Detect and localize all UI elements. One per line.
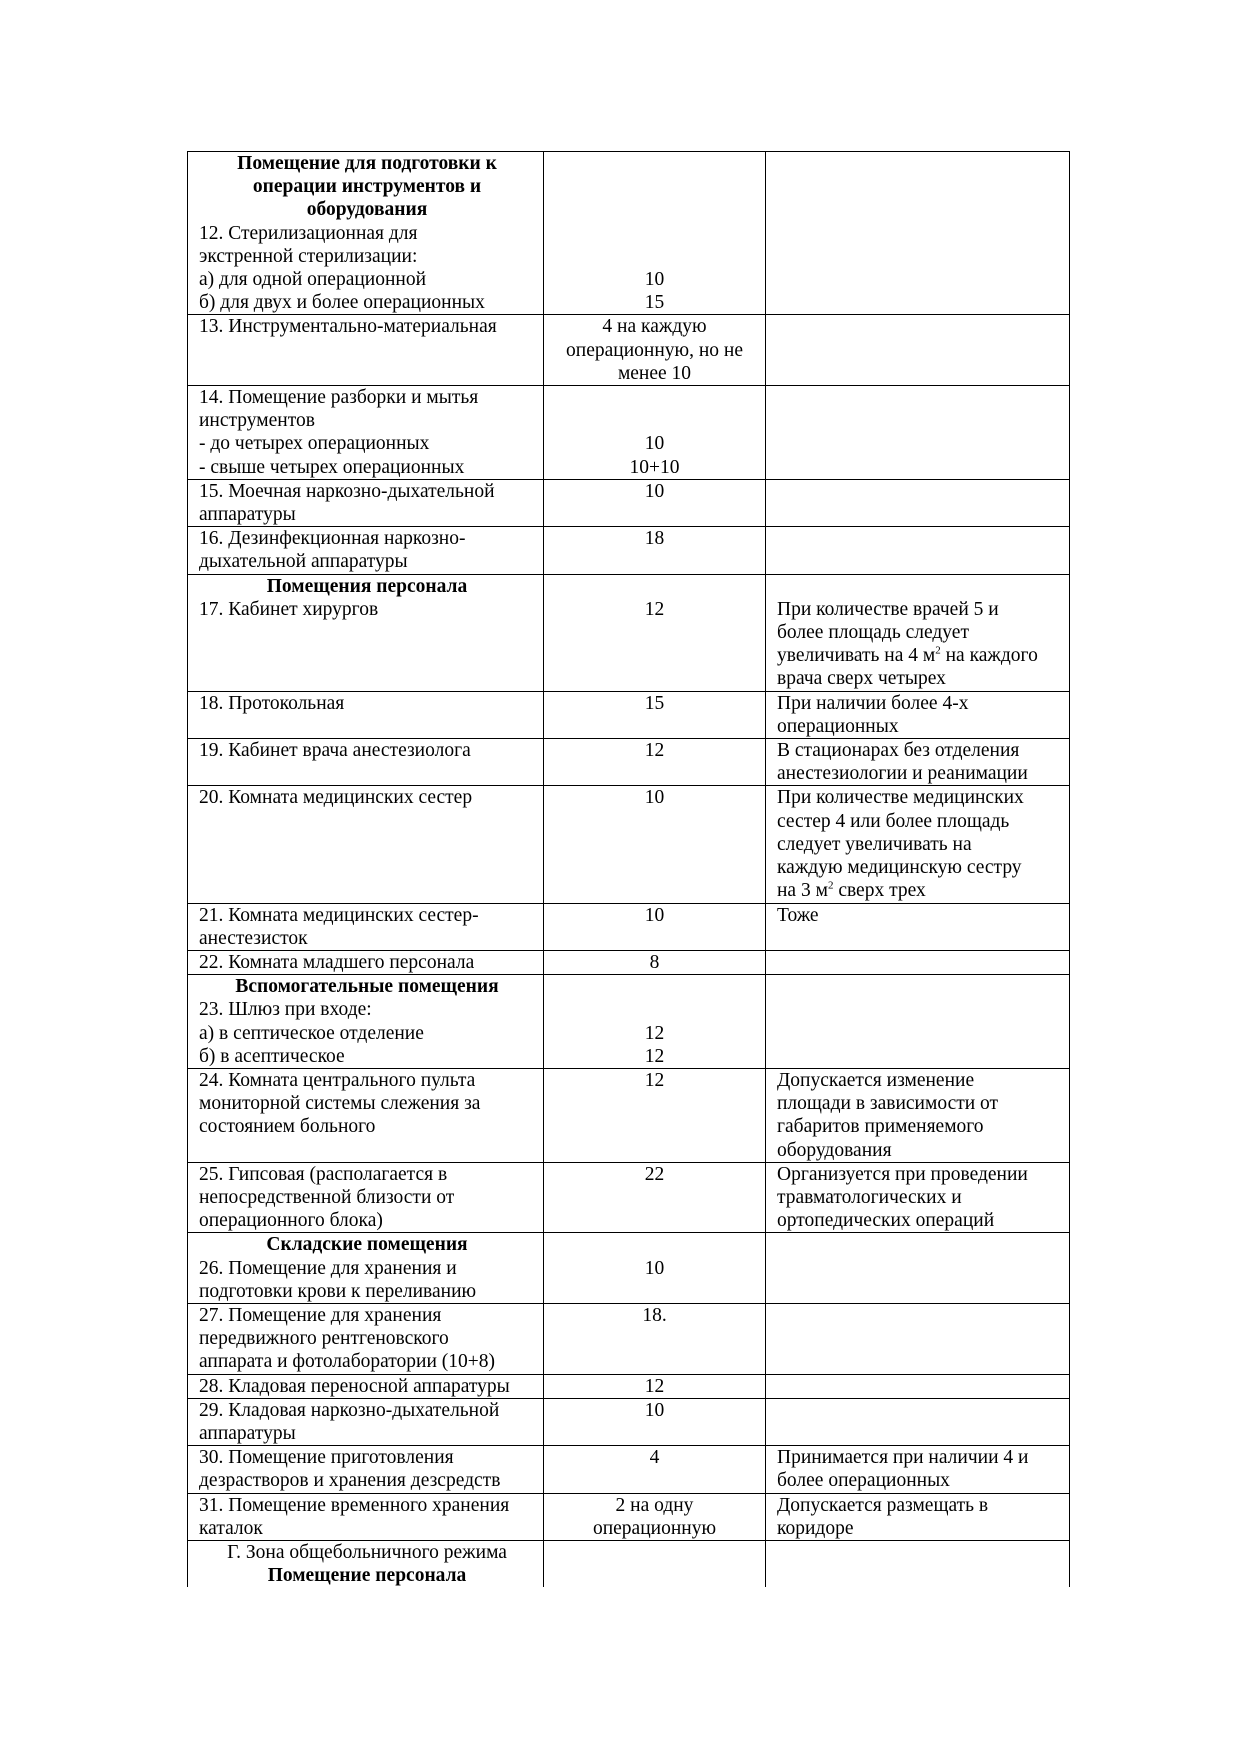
note-line: В стационарах без отделения — [777, 740, 1020, 762]
note-line: Принимается при наличии 4 и — [777, 1447, 1029, 1469]
note-cell — [766, 1068, 1070, 1162]
area-cell — [544, 950, 766, 974]
area-value — [550, 998, 759, 1021]
note-line: ортопедических операций — [777, 1210, 995, 1232]
room-name-line: б) в асептическое — [199, 1045, 345, 1067]
room-name-line: 19. Кабинет врача анестезиолога — [199, 740, 471, 762]
note-cell — [766, 1540, 1070, 1587]
note-line: габаритов применяемого — [777, 1116, 984, 1138]
area-cell — [544, 1398, 766, 1445]
note-line: следует увеличивать на — [777, 833, 972, 855]
room-name-line: 16. Дезинфекционная наркозно- — [199, 528, 466, 550]
note-cell — [766, 1493, 1070, 1540]
room-name-line: 21. Комната медицинских сестер- — [199, 904, 479, 926]
area-value: 10+10 — [629, 456, 680, 478]
area-cell — [544, 903, 766, 950]
area-cell — [544, 691, 766, 738]
room-name-line: состоянием больного — [199, 1116, 376, 1138]
area-value: 8 — [649, 951, 660, 973]
note-line: При количестве врачей 5 и — [777, 598, 999, 620]
area-value: 12 — [644, 1022, 665, 1044]
area-value: 12 — [644, 598, 665, 620]
table-row — [188, 1303, 1070, 1374]
note-cell — [766, 691, 1070, 738]
note-line: оборудования — [777, 1139, 892, 1161]
note-line: сестер 4 или более площадь — [777, 810, 1010, 832]
area-cell — [544, 739, 766, 786]
area-cell — [544, 1068, 766, 1162]
room-name-cell — [188, 1233, 544, 1304]
room-name-line: передвижного рентгеновского — [199, 1328, 449, 1350]
area-value: 15 — [644, 692, 665, 714]
room-name-line: 24. Комната центрального пульта — [199, 1069, 476, 1091]
note-cell — [766, 739, 1070, 786]
area-value: 4 — [649, 1447, 660, 1469]
table-row — [188, 1068, 1070, 1162]
room-name-line: подготовки крови к переливанию — [199, 1280, 477, 1302]
area-value: 10 — [644, 433, 665, 455]
room-name-line: аппарата и фотолаборатории (10+8) — [199, 1351, 496, 1373]
room-name-line: экстренной стерилизации: — [199, 245, 418, 267]
section-heading: Складские помещения — [266, 1234, 468, 1256]
area-cell — [544, 1162, 766, 1233]
room-name-line: 27. Помещение для хранения — [199, 1304, 442, 1326]
area-value: 10 — [644, 904, 665, 926]
room-name-cell — [188, 1446, 544, 1493]
room-name-line: аппаратуры — [199, 504, 296, 526]
room-name-cell — [188, 739, 544, 786]
table-row — [188, 527, 1070, 574]
area-cell — [544, 1446, 766, 1493]
table-row — [188, 315, 1070, 386]
room-name-line: а) в септическое отделение — [199, 1022, 424, 1044]
area-cell — [544, 1233, 766, 1304]
area-cell — [544, 152, 766, 315]
note-line: травматологических и — [777, 1186, 962, 1208]
area-value: 10 — [644, 480, 665, 502]
area-value: 18 — [644, 528, 665, 550]
room-name-cell — [188, 1493, 544, 1540]
area-cell — [544, 527, 766, 574]
note-cell — [766, 527, 1070, 574]
note-cell — [766, 975, 1070, 1069]
room-name-cell — [188, 479, 544, 526]
premises-area-table — [187, 151, 1070, 1587]
table-row — [188, 386, 1070, 480]
area-value: 10 — [644, 787, 665, 809]
area-cell — [544, 1540, 766, 1587]
room-name-line: 15. Моечная наркозно-дыхательной — [199, 480, 495, 502]
area-value — [550, 245, 759, 268]
note-cell — [766, 315, 1070, 386]
room-name-cell — [188, 1303, 544, 1374]
area-value: 4 на каждую — [602, 316, 707, 338]
area-value: 10 — [644, 1257, 665, 1279]
note-line: более операционных — [777, 1470, 950, 1492]
area-value: 15 — [644, 292, 665, 314]
room-name-line: 26. Помещение для хранения и — [199, 1257, 457, 1279]
area-value: 12 — [644, 1375, 665, 1397]
note-line: Допускается изменение — [777, 1069, 975, 1091]
zone-cell — [188, 1540, 544, 1587]
room-name-line: 17. Кабинет хирургов — [199, 598, 379, 620]
note-line: Тоже — [777, 904, 819, 926]
room-name-cell — [188, 527, 544, 574]
room-name-line: - свыше четырех операционных — [199, 456, 465, 478]
zone-title: Г. Зона общебольничного режима — [227, 1541, 507, 1563]
room-name-cell — [188, 786, 544, 903]
section-heading: Помещение для подготовки к операции инструментов и оборудования — [237, 153, 497, 221]
area-cell — [544, 786, 766, 903]
room-name-line: 23. Шлюз при входе: — [199, 999, 372, 1021]
note-cell — [766, 152, 1070, 315]
note-cell — [766, 1398, 1070, 1445]
note-line: каждую медицинскую сестру — [777, 857, 1022, 879]
area-value: 10 — [644, 269, 665, 291]
note-line: более площадь следует — [777, 622, 969, 644]
room-name-cell — [188, 903, 544, 950]
room-name-cell — [188, 574, 544, 691]
area-value: 12 — [644, 1045, 665, 1067]
room-name-cell — [188, 1398, 544, 1445]
note-cell — [766, 1374, 1070, 1398]
area-value: менее 10 — [617, 362, 692, 384]
note-line: увеличивать на 4 $м^2$ на каждого — [777, 644, 1038, 667]
room-name-cell — [188, 1374, 544, 1398]
table-row — [188, 903, 1070, 950]
room-name-line: 20. Комната медицинских сестер — [199, 787, 473, 809]
room-name-line: а) для одной операционной — [199, 269, 427, 291]
room-name-cell — [188, 975, 544, 1069]
room-name-line: анестезисток — [199, 927, 308, 949]
table-row — [188, 1493, 1070, 1540]
table-row — [188, 950, 1070, 974]
note-line: Организуется при проведении — [777, 1163, 1028, 1185]
area-cell — [544, 479, 766, 526]
room-name-line: б) для двух и более операционных — [199, 292, 485, 314]
area-value: 12 — [644, 740, 665, 762]
note-line: При наличии более 4-х — [777, 692, 969, 714]
table-row — [188, 1446, 1070, 1493]
section-heading: Вспомогательные помещения — [235, 976, 499, 998]
note-cell — [766, 1446, 1070, 1493]
note-cell — [766, 1162, 1070, 1233]
area-value: 18. — [642, 1304, 667, 1326]
room-name-cell — [188, 1162, 544, 1233]
room-name-line: 25. Гипсовая (располагается в — [199, 1163, 448, 1185]
table-row — [188, 1374, 1070, 1398]
room-name-cell — [188, 691, 544, 738]
table-row — [188, 1398, 1070, 1445]
note-cell — [766, 1303, 1070, 1374]
area-cell — [544, 386, 766, 480]
note-cell — [766, 479, 1070, 526]
room-name-line: инструментов — [199, 410, 315, 432]
note-line: анестезиологии и реанимации — [777, 763, 1028, 785]
area-value: 2 на одну — [615, 1494, 694, 1516]
area-value: 12 — [644, 1069, 665, 1091]
room-name-cell — [188, 315, 544, 386]
room-name-line: 28. Кладовая переносной аппаратуры — [199, 1375, 510, 1397]
section-heading: Помещение персонала — [267, 1565, 467, 1587]
table-row — [188, 691, 1070, 738]
room-name-line: 18. Протокольная — [199, 692, 345, 714]
table-row — [188, 479, 1070, 526]
room-name-line: мониторной системы слежения за — [199, 1093, 481, 1115]
note-line: на 3 $м^2$ сверх трех — [777, 879, 926, 902]
table-row — [188, 574, 1070, 691]
room-name-line: 22. Комната младшего персонала — [199, 951, 475, 973]
table-row-zone-g — [188, 1540, 1070, 1587]
note-line: врача сверх четырех — [777, 668, 946, 690]
note-line: коридоре — [777, 1517, 854, 1539]
room-name-cell — [188, 152, 544, 315]
area-value: 10 — [644, 1399, 665, 1421]
room-name-line: каталок — [199, 1517, 263, 1539]
room-name-cell — [188, 386, 544, 480]
section-heading: Помещения персонала — [266, 575, 468, 597]
note-cell — [766, 574, 1070, 691]
room-name-line: операционного блока) — [199, 1210, 383, 1232]
area-cell — [544, 1303, 766, 1374]
room-name-line: аппаратуры — [199, 1422, 296, 1444]
area-value — [550, 386, 759, 409]
room-name-line: непосредственной близости от — [199, 1186, 455, 1208]
room-name-line: дезрастворов и хранения дезсредств — [199, 1470, 501, 1492]
note-line: Допускается размещать в — [777, 1494, 989, 1516]
table-row — [188, 739, 1070, 786]
area-value — [550, 409, 759, 432]
area-cell — [544, 975, 766, 1069]
table-row — [188, 1162, 1070, 1233]
room-name-line: 29. Кладовая наркозно-дыхательной — [199, 1399, 500, 1421]
room-name-line: 30. Помещение приготовления — [199, 1447, 454, 1469]
note-cell — [766, 1233, 1070, 1304]
table-row — [188, 1233, 1070, 1304]
area-cell — [544, 574, 766, 691]
note-cell — [766, 386, 1070, 480]
room-name-line: дыхательной аппаратуры — [199, 551, 408, 573]
area-cell — [544, 315, 766, 386]
area-value: операционную, но не — [566, 339, 743, 361]
note-cell — [766, 786, 1070, 903]
note-cell — [766, 950, 1070, 974]
note-cell — [766, 903, 1070, 950]
area-value: операционную — [592, 1517, 717, 1539]
table-row — [188, 786, 1070, 903]
room-name-line: 13. Инструментально-материальная — [199, 316, 497, 338]
area-cell — [544, 1493, 766, 1540]
area-value: 22 — [644, 1163, 665, 1185]
table-row — [188, 152, 1070, 315]
room-name-cell — [188, 950, 544, 974]
room-name-line: - до четырех операционных — [199, 433, 430, 455]
room-name-line: 14. Помещение разборки и мытья — [199, 387, 479, 409]
room-name-line: 31. Помещение временного хранения — [199, 1494, 510, 1516]
note-line: операционных — [777, 715, 899, 737]
note-line: При количестве медицинских — [777, 787, 1024, 809]
note-line: площади в зависимости от — [777, 1093, 999, 1115]
room-name-cell — [188, 1068, 544, 1162]
table-row — [188, 975, 1070, 1069]
room-name-line: 12. Стерилизационная для — [199, 222, 418, 244]
area-cell — [544, 1374, 766, 1398]
area-value — [550, 222, 759, 245]
